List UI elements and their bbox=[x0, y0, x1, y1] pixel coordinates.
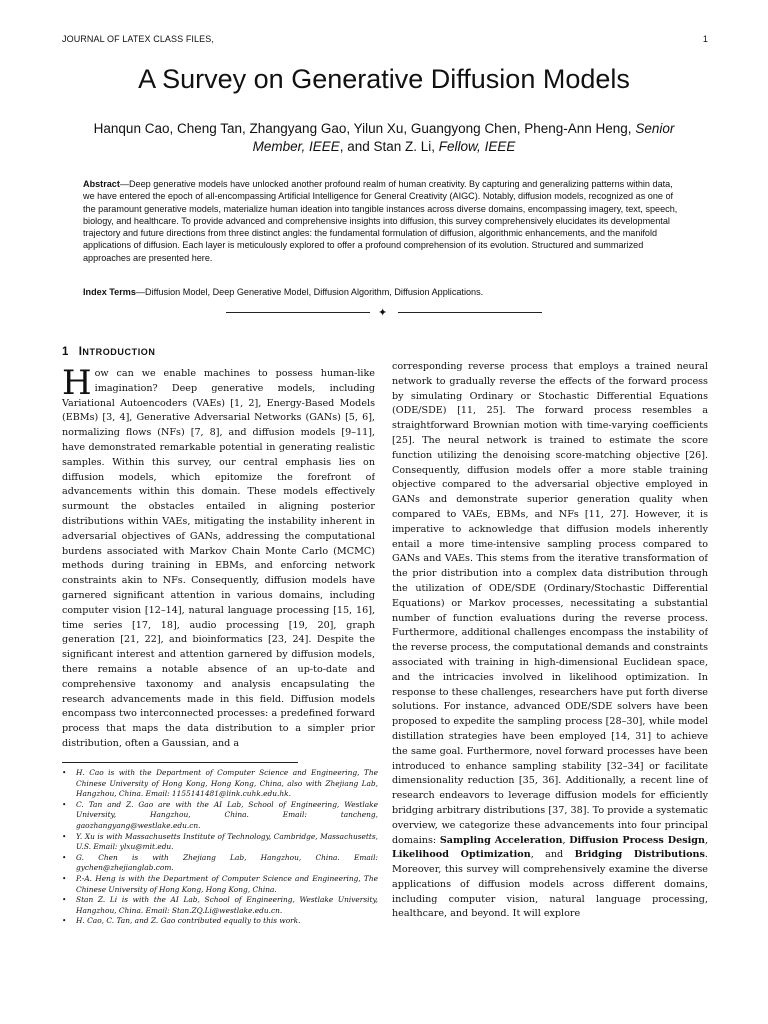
journal-name: JOURNAL OF LATEX CLASS FILES, bbox=[62, 34, 214, 44]
abstract-text: —Deep generative models have unlocked another profound realm of human creativity. By capturing and generalizing patterns within data, we have entered the epoch of all-encompassing Artificial Intelligence for General Creativity (AIGC). Notably, diffusion models, recognized as one of the paramount generative models, materialize human ideation into tangible instances across diverse domains, encompassing imagery, text, speech, biology, and healthcare. To provide advanced and comprehensive insights into diffusion, this survey comprehensively elucidates its developmental trajectory and future directions from three distinct angles: the fundamental formulation of diffusion, algorithmic enhancements, and the manifold applications of diffusion. Each layer is meticulously explored to offer a profound comprehension of its evolution. Structured and summarized approaches are presented here. bbox=[83, 179, 678, 263]
section-title-rest: NTRODUCTION bbox=[82, 347, 156, 357]
section-number: 1 bbox=[62, 346, 69, 358]
footnote-item: • Y. Xu is with Massachusetts Institute of Technology, Cambridge, Massachusetts, U.S. Email: ylxu@mit.edu. bbox=[62, 832, 378, 853]
separator-diamond-icon: ✦ bbox=[378, 306, 388, 319]
paper-title: A Survey on Generative Diffusion Models bbox=[138, 64, 630, 94]
drop-cap: H bbox=[62, 367, 92, 403]
intro-paragraph-left bbox=[62, 367, 375, 752]
footnote-item: • C. Tan and Z. Gao are with the AI Lab, School of Engineering, Westlake University, Hangzhou, China. Email: tancheng, gaozhangyang@westlake.edu.cn. bbox=[62, 800, 378, 832]
abstract bbox=[83, 178, 685, 264]
domain-diffusion-process-design: Diffusion Process Design bbox=[569, 834, 705, 846]
author-last: , and Stan Z. Li, bbox=[339, 139, 436, 154]
body-column-left bbox=[62, 367, 375, 757]
footnote-list bbox=[62, 768, 378, 927]
footnote-item: • Stan Z. Li is with the AI Lab, School of Engineering, Westlake University, Hangzhou, China. Email: Stan.ZQ.Li@westlake.edu.cn. bbox=[62, 895, 378, 916]
section-heading-introduction bbox=[62, 346, 156, 358]
fellow-title: Fellow, IEEE bbox=[438, 139, 516, 154]
author-list bbox=[90, 120, 678, 156]
separator-line-right bbox=[398, 312, 542, 313]
separator-line-left bbox=[226, 312, 370, 313]
domain-separator: , bbox=[562, 834, 570, 846]
intro-text-right-b: . Moreover, this survey will comprehensively examine the diverse applications of diffusion models across different domains, including computer vision, natural language processing, healthcare, and beyond. It will explore bbox=[392, 849, 708, 920]
section-title-initial: I bbox=[78, 346, 83, 358]
index-terms bbox=[83, 286, 685, 298]
intro-paragraph-right bbox=[392, 360, 708, 922]
senior-member-title: Senior Member, IEEE bbox=[252, 121, 675, 154]
index-terms-label: Index Terms bbox=[83, 287, 136, 297]
domain-bridging-distributions: Bridging Distributions bbox=[574, 849, 705, 861]
intro-text-left: ow can we enable machines to possess human-like imagination? Deep generative models, including Variational Autoencoders (VAEs) [1, 2], Energy-Based Models (EBMs) [3, 4], Generative Adversarial Networks (GANs) [5, 6], normalizing flows (NFs) [7, 8], and diffusion models [9–11], have demonstrated remarkable potential in generating realistic samples. Within this survey, our central emphasis lies on diffusion models, which epitomize the forefront of advancements within this domain. These models effectively surmount the obstacles entailed in aligning posterior distributions within VAEs, mitigating the instability inherent in adversarial objectives of GANs, addressing the computational burdens associated with Markov Chain Monte Carlo (MCMC) methods during training in EBMs, and enforcing network constraints akin to NFs. Consequently, diffusion models have garnered significant attention in various domains, including computer vision [12–14], natural language processing [15, 16], time series [17, 18], audio processing [19, 20], graph generation [21, 22], and bioinformatics [23, 24]. Despite the significant interest and attention garnered by diffusion models, there remains a notable absence of an up-to-date and comprehensive taxonomy and analysis encapsulating the research advancements made in this field. Diffusion models encompass two interconnected processes: a predefined forward process that maps the data distribution to a simpler prior distribution, often a Gaussian, and a bbox=[62, 368, 375, 749]
body-column-right bbox=[392, 360, 708, 970]
footnote-item: • P.-A. Heng is with the Department of Computer Science and Engineering, The Chinese University of Hong Kong, Hong Kong, China. bbox=[62, 874, 378, 895]
footnote-item: • H. Cao is with the Department of Computer Science and Engineering, The Chinese University of Hong Kong, Hong Kong, China, also with Zhejiang Lab, Hangzhou, China. Email: 1155141481@link.cuhk.edu.hk. bbox=[62, 768, 378, 800]
domain-likelihood-optimization: Likelihood Optimization bbox=[392, 849, 531, 861]
footnote-item: • H. Cao, C. Tan, and Z. Gao contributed equally to this work. bbox=[62, 916, 378, 927]
domain-separator: , bbox=[704, 834, 708, 846]
index-terms-text: —Diffusion Model, Deep Generative Model, Diffusion Algorithm, Diffusion Applications. bbox=[135, 287, 484, 297]
section-separator bbox=[226, 306, 542, 319]
intro-text-right-a: corresponding reverse process that employs a trained neural network to gradually reverse the effects of the forward process by simulating Ordinary or Stochastic Differential Equations (ODE/SDE) [11, 25]. The forward process resembles a straightforward Brownian motion with time-varying coefficients [25]. The neural network is trained to estimate the score function utilizing the denoising score-matching objective [26]. Consequently, diffusion models offer a more stable training objective compared to the adversarial objective employed in GANs and demonstrate superior generation quality when compared to VAEs, EBMs, and NFs [11, 27]. However, it is imperative to acknowledge that diffusion models inherently entail a more time-intensive sampling process compared to GANs and VAEs. This stems from the iterative transformation of the prior distribution into a complex data distribution through the utilization of ODE/SDE (Ordinary/Stochastic Differential Equations) or Markov processes, necessitating a substantial number of function evaluations during the reverse process. Furthermore, additional challenges encompass the instability of the reverse process, the computational demands and constraints associated with training in high-dimensional Euclidean space, and the intricacies involved in likelihood optimization. In response to these challenges, researchers have put forth diverse solutions. For instance, advanced ODE/SDE solvers have been proposed to expedite the sampling process [28–30], while model distillation strategies have been employed [14, 31] to achieve the same goal. Furthermore, novel forward processes have been introduced to enhance sampling stability [32–34] or facilitate dimensionality reduction [35, 36]. Additionally, a recent line of research endeavors to leverage diffusion models for efficiently bridging arbitrary distributions [37, 38]. To provide a systematic overview, we categorize these advancements into four principal domains: bbox=[392, 361, 708, 846]
footnote-item: • G. Chen is with Zhejiang Lab, Hangzhou, China. Email: gychen@zhejianglab.com. bbox=[62, 853, 378, 874]
abstract-label: Abstract bbox=[83, 179, 120, 189]
footnote-rule bbox=[62, 762, 298, 763]
domain-separator: , and bbox=[530, 849, 575, 861]
author-names: Hanqun Cao, Cheng Tan, Zhangyang Gao, Yilun Xu, Guangyong Chen, Pheng-Ann Heng, bbox=[93, 121, 632, 136]
domain-sampling-acceleration: Sampling Acceleration bbox=[439, 834, 563, 846]
page-number: 1 bbox=[702, 34, 708, 44]
